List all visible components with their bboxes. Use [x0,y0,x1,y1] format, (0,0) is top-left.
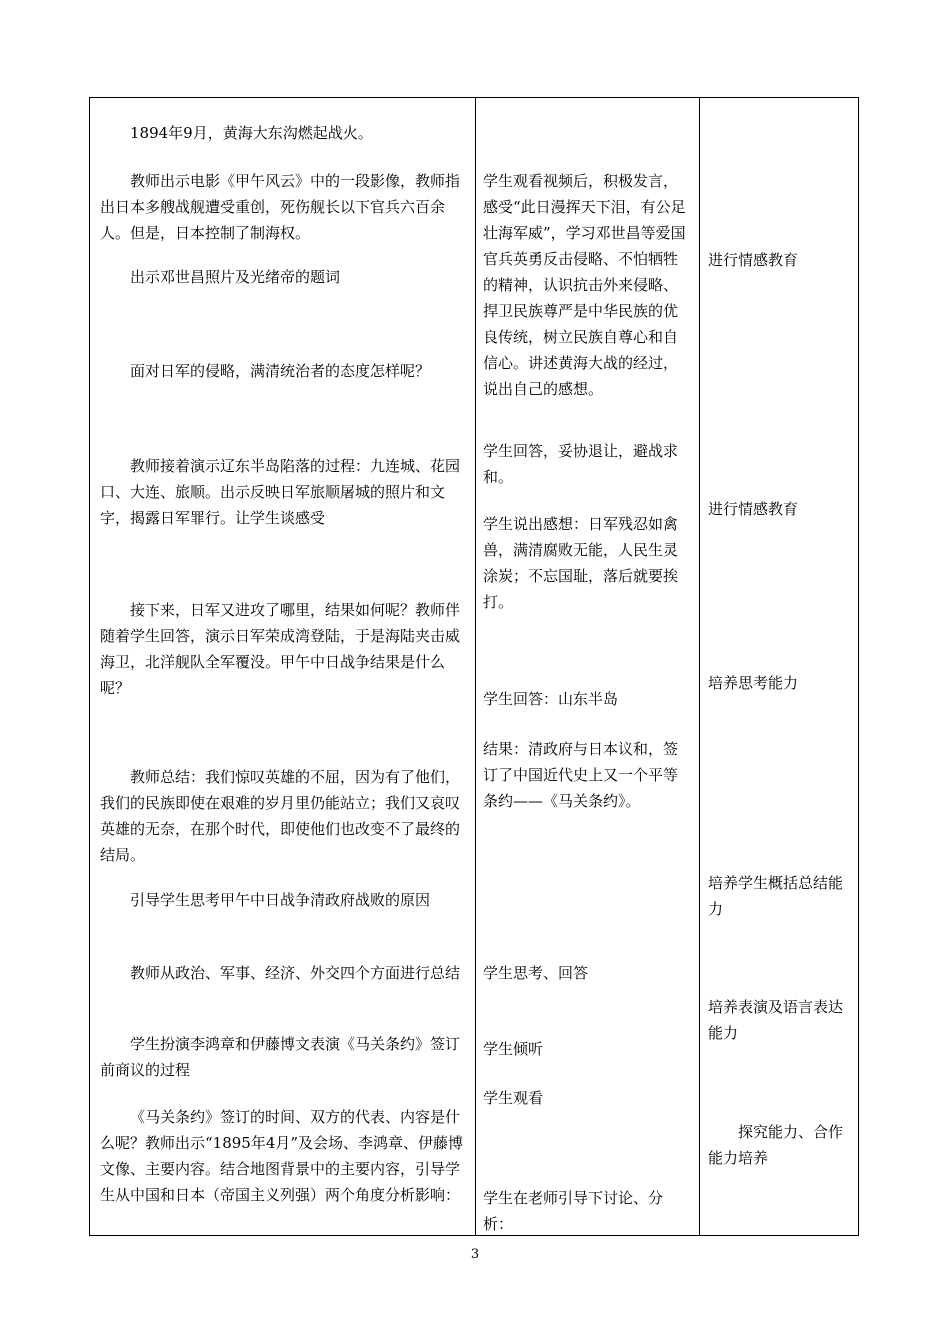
design-intent: 进行情感教育 [708,251,799,269]
student-activity: 学生观看 [483,1089,544,1107]
student-activity: 学生思考、回答 [483,964,589,982]
column-divider-2 [699,97,700,1236]
teacher-activity: 教师接着演示辽东半岛陷落的过程：九连城、花园口、大连、旅顺。出示反映日军旅顺屠城的照片和文字，揭露日军罪行。让学生谈感受 [100,457,461,527]
design-intent: 培养学生概括总结能力 [708,874,844,918]
teacher-activity: 教师出示电影《甲午风云》中的一段影像，教师指出日本多艘战舰遭受重创，死伤舰长以下官兵六百余人。但是，日本控制了制海权。 [100,172,461,242]
design-intent: 培养表演及语言表达能力 [708,998,844,1042]
design-intent: 探究能力、合作能力培养 [708,1123,844,1167]
student-activity: 学生观看视频后，积极发言，感受“此日漫挥天下泪，有公足壮海军威”，学习邓世昌等爱国官兵英勇反击侵略、不怕牺牲的精神，认识抗击外来侵略、捍卫民族尊严是中华民族的优良传统，树立民族自尊心和自信心。讲述黄海大战的经过，说出自己的感想。 [483,172,686,398]
design-intent: 进行情感教育 [708,500,799,518]
teacher-activity: 学生扮演李鸿章和伊藤博文表演《马关条约》签订前商议的过程 [100,1035,461,1079]
teacher-activity: 面对日军的侵略，满清统治者的态度怎样呢？ [130,362,431,380]
student-activity: 学生说出感想：日军残忍如禽兽，满清腐败无能，人民生灵涂炭；不忘国耻，落后就要挨打。 [483,515,679,611]
student-activity: 学生在老师引导下讨论、分析： [483,1189,664,1233]
teacher-activity: 出示邓世昌照片及光绪帝的题词 [130,268,341,286]
student-activity: 结果：清政府与日本议和，签订了中国近代史上又一个平等条约——《马关条约》。 [483,740,679,810]
teacher-activity: 1894年9月，黄海大东沟燃起战火。 [130,124,373,142]
teacher-activity: 引导学生思考甲午中日战争清政府战败的原因 [130,891,431,909]
student-activity: 学生回答，妥协退让，避战求和。 [483,442,679,486]
teacher-activity: 接下来，日军又进攻了哪里，结果如何呢？教师伴随着学生回答，演示日军荣成湾登陆，于是海陆夹击威海卫，北洋舰队全军覆没。甲午中日战争结果是什么呢？ [100,601,461,697]
student-activity: 学生回答：山东半岛 [483,690,619,708]
page-number: 3 [470,1247,480,1262]
teacher-activity: 教师从政治、军事、经济、外交四个方面进行总结 [130,964,461,982]
column-divider-1 [475,97,476,1236]
student-activity: 学生倾听 [483,1040,544,1058]
design-intent: 培养思考能力 [708,674,799,692]
teacher-activity: 教师总结：我们惊叹英雄的不屈，因为有了他们，我们的民族即使在艰难的岁月里仍能站立；我们又哀叹英雄的无奈，在那个时代，即使他们也改变不了最终的结局。 [100,768,461,864]
teacher-activity: 《马关条约》签订的时间、双方的代表、内容是什么呢？教师出示“1895年4月”及会场、李鸿章、伊藤博文像、主要内容。结合地图背景中的主要内容，引导学生从中国和日本（帝国主义列强）两个角度分析影响： [100,1108,464,1204]
